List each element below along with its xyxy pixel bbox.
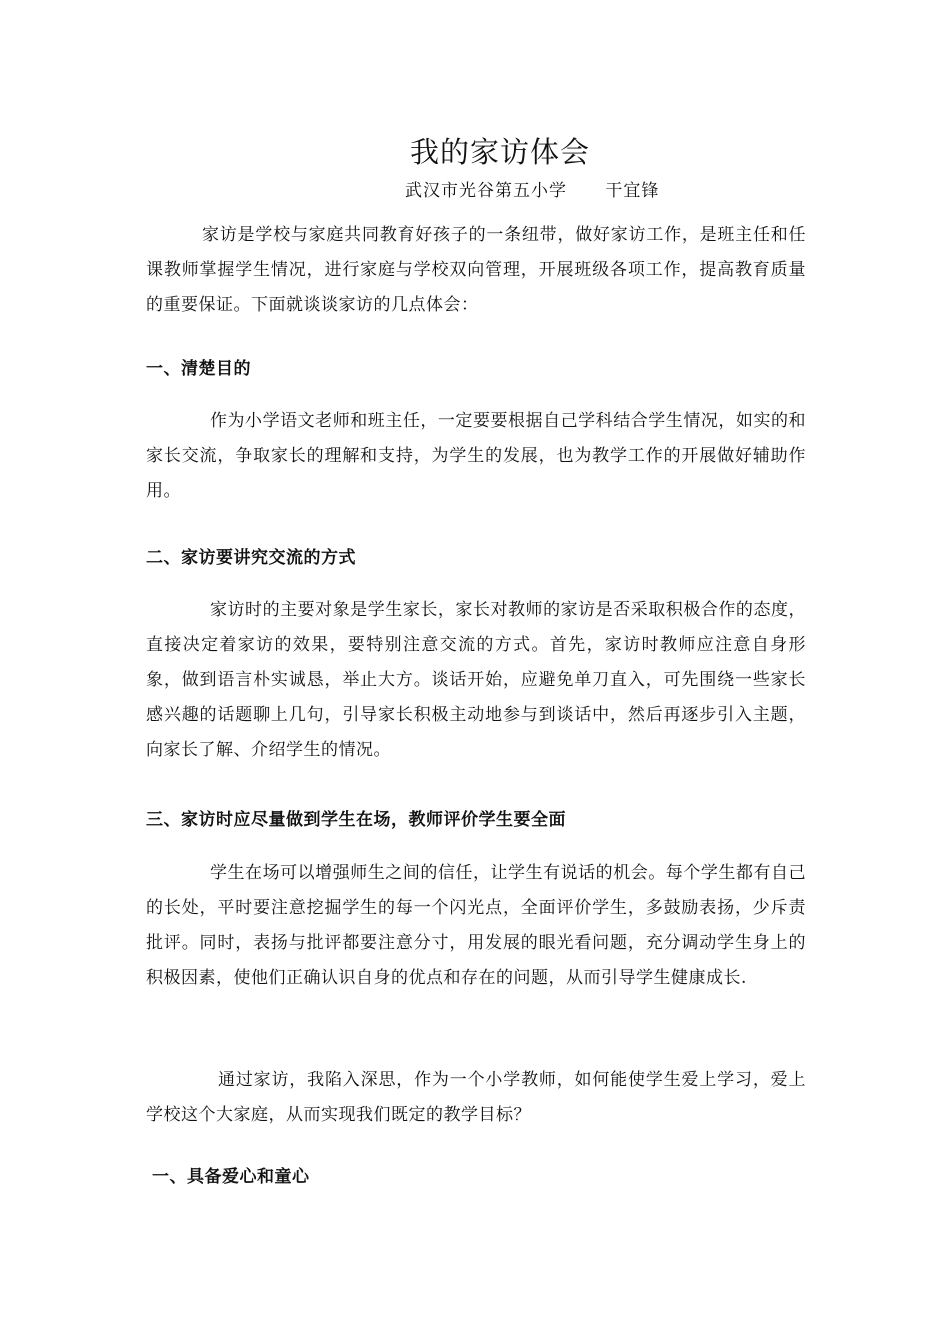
section-heading-2: 二、家访要讲究交流的方式 (146, 548, 356, 568)
next-section-heading: 一、具备爱心和童心 (152, 1167, 310, 1187)
section-heading-3: 三、家访时应尽量做到学生在场，教师评价学生要全面 (146, 810, 566, 830)
section-body-1: 作为小学语文老师和班主任，一定要要根据自己学科结合学生情况，如实的和家长交流，争取家长的理解和支持，为学生的发展，也为教学工作的开展做好辅助作用。 (146, 411, 806, 501)
section-heading-1: 一、清楚目的 (146, 359, 251, 379)
document-title: 我的家访体会 (409, 135, 590, 169)
reflection-paragraph: 通过家访，我陷入深思，作为一个小学教师，如何能使学生爱上学习，爱上学校这个大家庭，从而实现我们既定的教学目标？ (146, 1070, 806, 1125)
section-body-2: 家访时的主要对象是学生家长，家长对教师的家访是否采取积极合作的态度，直接决定着家访的效果，要特别注意交流的方式。首先，家访时教师应注意自身形象，做到语言朴实诚恳，举止大方。谈话开始，应避免单刀直入，可先围绕一些家长感兴趣的话题聊上几句，引导家长积极主动地参与到谈话中，然后再逐步引入主题，向家长了解、介绍学生的情况。 (146, 600, 806, 760)
intro-paragraph: 家访是学校与家庭共同教育好孩子的一条纽带，做好家访工作，是班主任和任课教师掌握学生情况，进行家庭与学校双向管理，开展班级各项工作，提高教育质量的重要保证。下面就谈谈家访的几点体会： (146, 225, 806, 315)
author-byline: 武汉市光谷第五小学 干宜锋 (405, 181, 660, 201)
section-body-3: 学生在场可以增强师生之间的信任，让学生有说话的机会。每个学生都有自己的长处，平时要注意挖掘学生的每一个闪光点，全面评价学生，多鼓励表扬，少斥责批评。同时，表扬与批评都要注意分寸，用发展的眼光看问题，充分调动学生身上的积极因素，使他们正确认识自身的优点和存在的问题，从而引导学生健康成长. (146, 863, 806, 988)
